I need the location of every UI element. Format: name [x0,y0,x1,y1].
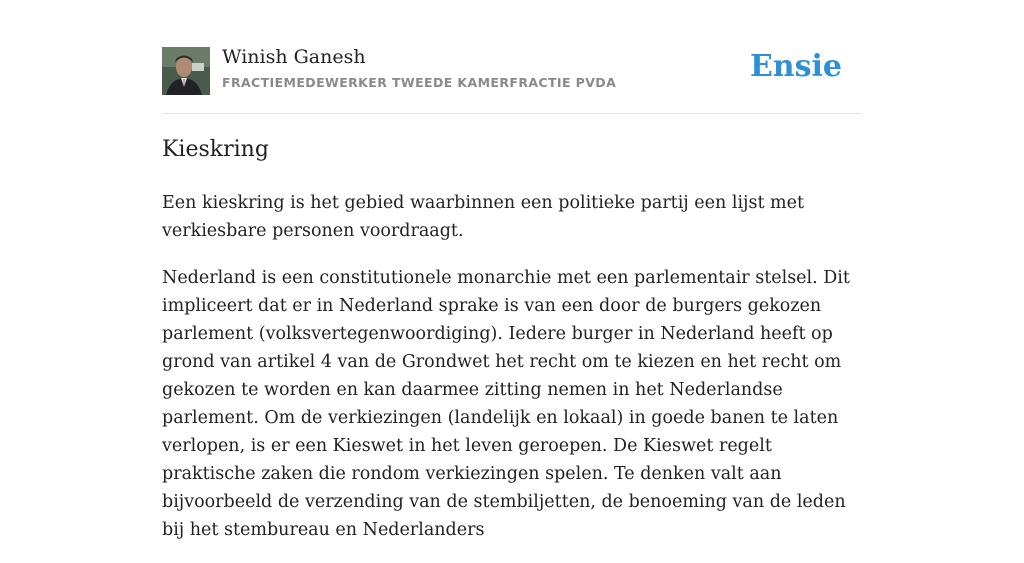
article-title: Kieskring [162,137,269,162]
article-body [162,189,862,563]
author-role: FRACTIEMEDEWERKER TWEEDE KAMERFRACTIE PVDA [222,75,617,90]
ensie-logo[interactable]: Ensie [749,49,842,84]
article-paragraph: Een kieskring is het gebied waarbinnen een politieke partij een lijst met verkiesbare personen voordraagt. [162,193,805,241]
author-name[interactable]: Winish Ganesh [222,46,366,68]
author-photo [162,47,210,95]
article-paragraph: Nederland is een constitutionele monarchie met een parlementair stelsel. Dit impliceert dat er in Nederland sprake is van een door de burgers gekozen parlement (volksvertegenwoordiging). Iedere burger in Nederland heeft op grond van artikel 4 van de Grondwet het recht om te kiezen en het recht om gekozen te worden en kan daarmee zitting nemen in het Nederlandse parlement. Om de verkiezingen (landelijk en lokaal) in goede banen te laten verlopen, is er een Kieswet in het leven geroepen. De Kieswet regelt praktische zaken die rondom verkiezingen spelen. Te denken valt aan bijvoorbeeld de verzending van de stembiljetten, de benoeming van de leden bij het stembureau en Nederlanders [162,268,850,540]
article-header [162,0,862,114]
author-avatar[interactable] [162,47,210,95]
article-container [162,0,862,540]
